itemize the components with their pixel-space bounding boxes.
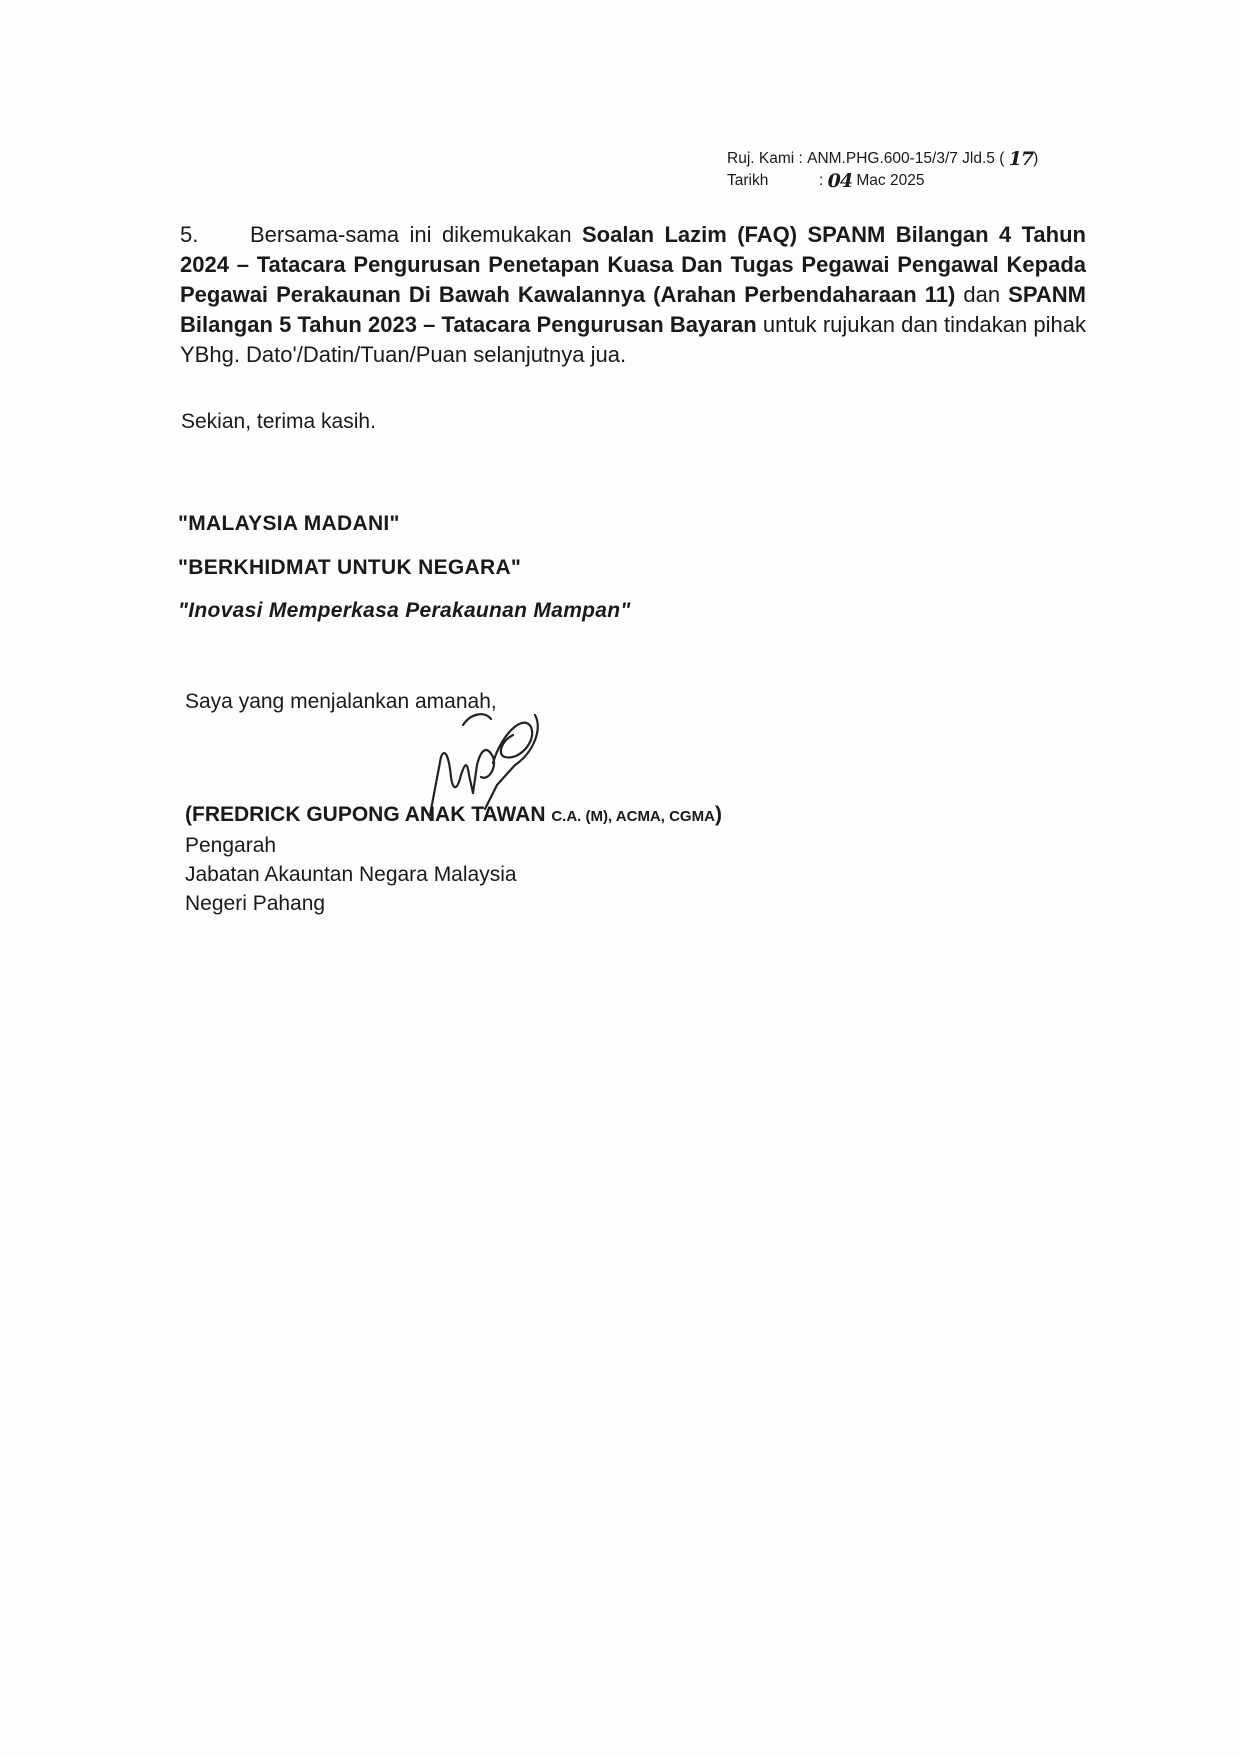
amanah-line: Saya yang menjalankan amanah, bbox=[185, 690, 497, 713]
tarikh-handwritten-day: 04 bbox=[827, 170, 853, 192]
signer-state: Negeri Pahang bbox=[185, 892, 326, 915]
reference-block bbox=[727, 148, 1038, 192]
signer-name-text: (FREDRICK GUPONG ANAK TAWAN bbox=[185, 803, 546, 826]
ruj-close: ) bbox=[1033, 150, 1039, 167]
ruj-label: Ruj. Kami bbox=[727, 150, 795, 167]
paragraph-bold-1: Soalan Lazim (FAQ) SPANM Bilangan 4 Tahun 2024 – Tatacara Pengurusan Penetapan Kuasa Dan Tugas Pegawai Pengawal Kepada Pegawai Perakaunan Di Bawah Kawalannya (Arahan Perbendaharaan 11) bbox=[180, 222, 1086, 307]
signer-name bbox=[185, 800, 722, 831]
tarikh-label: Tarikh bbox=[727, 172, 769, 189]
body-paragraph bbox=[180, 220, 1086, 370]
paragraph-text-2: dan bbox=[955, 282, 1009, 307]
closing-line: Sekian, terima kasih. bbox=[181, 410, 376, 433]
motto-malaysia-madani: "MALAYSIA MADANI" bbox=[178, 512, 400, 535]
signer-title: Pengarah bbox=[185, 834, 277, 857]
ruj-value: ANM.PHG.600-15/3/7 Jld.5 ( bbox=[807, 150, 1005, 167]
date-row: Tarikh : 04 Mac 2025 bbox=[727, 170, 925, 192]
signer-credentials: C.A. (M), ACMA, CGMA bbox=[551, 808, 715, 825]
ruj-handwritten-number: 17 bbox=[1008, 148, 1034, 170]
paragraph-text-1: Bersama-sama ini dikemukakan bbox=[250, 222, 582, 247]
reference-row: Ruj. Kami : ANM.PHG.600-15/3/7 Jld.5 ( 17 ) bbox=[727, 148, 1039, 170]
motto-berkhidmat: "BERKHIDMAT UNTUK NEGARA" bbox=[178, 556, 522, 579]
signer-block bbox=[185, 800, 722, 918]
paragraph-bold-2: SPANM Bilangan 5 Tahun 2023 – Tatacara Pengurusan Bayaran bbox=[180, 282, 1086, 337]
paragraph-text-3: untuk rujukan dan tindakan pihak YBhg. Dato'/Datin/Tuan/Puan selanjutnya jua. bbox=[180, 312, 1086, 367]
tarikh-value: Mac 2025 bbox=[856, 172, 925, 189]
signer-department: Jabatan Akauntan Negara Malaysia bbox=[185, 863, 517, 886]
paragraph-number: 5. bbox=[180, 222, 199, 247]
signer-name-close: ) bbox=[714, 803, 722, 826]
motto-inovasi: "Inovasi Memperkasa Perakaunan Mampan" bbox=[178, 599, 631, 622]
